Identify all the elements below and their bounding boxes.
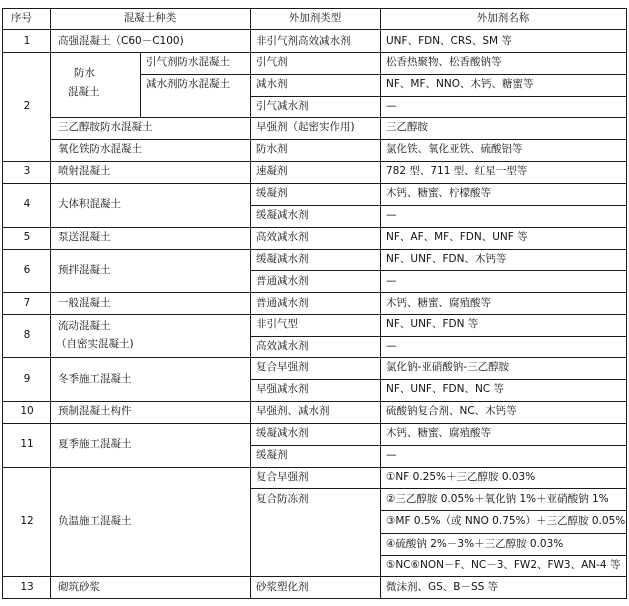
row-line bbox=[250, 488, 627, 489]
row-number: 5 bbox=[23, 231, 31, 243]
concrete-subtype-cell: 减水剂防水混凝土 bbox=[146, 78, 230, 90]
row-number: 3 bbox=[23, 165, 31, 177]
concrete-group-label: 防水 bbox=[74, 67, 95, 79]
row-line bbox=[2, 423, 627, 424]
admixture-type-cell: 高效减水剂 bbox=[256, 231, 309, 243]
concrete-type-cell: 喷射混凝土 bbox=[58, 165, 111, 177]
concrete-type-cell: 夏季施工混凝土 bbox=[58, 438, 132, 450]
admixture-type-cell: 缓凝剂 bbox=[256, 187, 288, 199]
row-line bbox=[50, 117, 627, 118]
admixture-name-cell: NF、AF、MF、FDN、UNF 等 bbox=[386, 231, 528, 243]
concrete-type-cell: 泵送混凝土 bbox=[58, 231, 111, 243]
admixture-name-cell: 木钙、糖蜜、柠檬酸等 bbox=[386, 187, 491, 199]
admixture-name-cell: — bbox=[386, 449, 397, 461]
admixture-name-cell: 782 型、711 型、红星一型等 bbox=[386, 165, 528, 177]
row-line bbox=[250, 205, 627, 206]
row-number: 12 bbox=[20, 515, 34, 527]
admixture-type-cell: 复合防冻剂 bbox=[256, 493, 309, 505]
admixture-name-cell: ④硫酸钠 2%－3%＋三乙醇胺 0.03% bbox=[386, 538, 564, 550]
admixture-type-cell: 引气剂 bbox=[256, 56, 288, 68]
admixture-name-cell: ①NF 0.25%＋三乙醇胺 0.03% bbox=[386, 471, 536, 483]
admixture-name-cell: — bbox=[386, 100, 397, 112]
row-line bbox=[2, 227, 627, 228]
admixture-type-cell: 引气减水剂 bbox=[256, 100, 309, 112]
admixture-name-cell: 木钙、糖蜜、腐殖酸等 bbox=[386, 297, 491, 309]
admixture-type-cell: 速凝剂 bbox=[256, 165, 288, 177]
concrete-group-label: 混凝土 bbox=[68, 86, 100, 98]
row-line bbox=[140, 74, 627, 75]
row-line bbox=[50, 139, 627, 140]
row-number: 4 bbox=[23, 198, 31, 210]
admixture-name-cell: — bbox=[386, 275, 397, 287]
row-line bbox=[2, 183, 627, 184]
admixture-name-cell: NF、UNF、FDN 等 bbox=[386, 318, 479, 330]
admixture-type-cell: 非引气型 bbox=[256, 318, 298, 330]
concrete-type-cell: 一般混凝土 bbox=[58, 297, 111, 309]
row-number: 13 bbox=[20, 581, 34, 593]
concrete-type-cell: 冬季施工混凝土 bbox=[58, 373, 132, 385]
table-bottom-border bbox=[2, 598, 627, 599]
row-number: 10 bbox=[20, 405, 34, 417]
header-admixture-name: 外加剂名称 bbox=[476, 12, 530, 24]
row-line bbox=[2, 314, 627, 315]
row-line bbox=[2, 161, 627, 162]
row-line bbox=[2, 357, 627, 358]
col-line bbox=[50, 8, 51, 599]
concrete-type-cell: 预拌混凝土 bbox=[58, 264, 111, 276]
row-line bbox=[380, 555, 627, 556]
admixture-type-cell: 复合早强剂 bbox=[256, 471, 309, 483]
table-top-border bbox=[2, 8, 627, 9]
concrete-type-cell: 高强混凝土（C60－C100) bbox=[58, 35, 184, 47]
col-line bbox=[140, 52, 141, 117]
concrete-type-cell: 氧化铁防水混凝土 bbox=[58, 143, 142, 155]
row-number: 8 bbox=[23, 329, 31, 341]
admixture-name-cell: ③MF 0.5%（或 NNO 0.75%）＋三乙醇胺 0.05% bbox=[386, 515, 626, 527]
row-number: 6 bbox=[23, 264, 31, 276]
concrete-subtype-cell: 引气剂防水混凝土 bbox=[146, 56, 230, 68]
table-left-border bbox=[2, 8, 3, 599]
admixture-type-cell: 复合早强剂 bbox=[256, 361, 309, 373]
row-line bbox=[2, 467, 627, 468]
admixture-name-cell: — bbox=[386, 209, 397, 221]
admixture-name-cell: 松香热聚物、松香酸钠等 bbox=[386, 56, 502, 68]
admixture-name-cell: 硫酸钠复合剂、NC、木钙等 bbox=[386, 405, 517, 417]
row-line bbox=[250, 270, 627, 271]
admixture-type-cell: 缓凝减水剂 bbox=[256, 427, 309, 439]
table-right-border bbox=[626, 8, 627, 599]
row-number: 11 bbox=[20, 438, 34, 450]
admixture-type-cell: 高效减水剂 bbox=[256, 340, 309, 352]
admixture-type-cell: 减水剂 bbox=[256, 78, 288, 90]
row-number: 1 bbox=[23, 35, 31, 47]
admixture-type-cell: 普通减水剂 bbox=[256, 275, 309, 287]
concrete-type-cell: 砌筑砂浆 bbox=[58, 581, 100, 593]
row-line bbox=[2, 249, 627, 250]
header-admixture-type: 外加剂类型 bbox=[288, 12, 342, 24]
row-line bbox=[380, 510, 627, 511]
admixture-name-cell: 氯化铁、氧化亚铁、硫酸铝等 bbox=[386, 143, 523, 155]
header-no: 序号 bbox=[11, 12, 32, 24]
concrete-type-cell: 负温施工混凝土 bbox=[58, 515, 132, 527]
row-line bbox=[2, 52, 627, 53]
admixture-name-cell: 三乙醇胺 bbox=[386, 121, 428, 133]
admixture-type-cell: 缓凝剂 bbox=[256, 449, 288, 461]
concrete-type-cell: 流动混凝土 bbox=[58, 320, 111, 332]
admixture-name-cell: 氯化钠-亚硝酸钠-三乙醇胺 bbox=[386, 361, 510, 373]
admixture-type-cell: 普通减水剂 bbox=[256, 297, 309, 309]
admixture-type-cell: 砂浆塑化剂 bbox=[256, 581, 309, 593]
admixture-type-cell: 防水剂 bbox=[256, 143, 288, 155]
admixture-type-cell: 缓凝减水剂 bbox=[256, 209, 309, 221]
header-separator bbox=[2, 29, 627, 30]
admixture-name-cell: ⑤NC⑥NON－F、NC－3、FW2、FW3、AN-4 等 bbox=[386, 559, 621, 571]
concrete-type-cell: 三乙醇胺防水混凝土 bbox=[58, 121, 153, 133]
admixture-name-cell: — bbox=[386, 340, 397, 352]
admixture-name-cell: NF、UNF、FDN、NC 等 bbox=[386, 383, 504, 395]
header-concrete-type: 混凝土种类 bbox=[123, 12, 177, 24]
row-line bbox=[2, 292, 627, 293]
admixture-name-cell: NF、MF、NNO、木钙、糖蜜等 bbox=[386, 78, 534, 90]
row-number: 2 bbox=[23, 100, 31, 112]
admixture-name-cell: 微沫剂、GS、B－SS 等 bbox=[386, 581, 499, 593]
row-line bbox=[250, 445, 627, 446]
row-line bbox=[250, 379, 627, 380]
admixture-name-cell: NF、UNF、FDN、木钙等 bbox=[386, 253, 507, 265]
admixture-type-cell: 缓凝减水剂 bbox=[256, 253, 309, 265]
concrete-type-cell: 预制混凝土构件 bbox=[58, 405, 132, 417]
admixture-name-cell: ②三乙醇胺 0.05%＋氧化钠 1%＋亚硝酸钠 1% bbox=[386, 493, 609, 505]
concrete-type-cell: （自密实混凝土) bbox=[56, 338, 134, 350]
admixture-type-cell: 早强减水剂 bbox=[256, 383, 309, 395]
row-line bbox=[380, 533, 627, 534]
admixture-type-cell: 早强剂（起密实作用) bbox=[256, 121, 355, 133]
col-line bbox=[250, 8, 251, 599]
row-number: 7 bbox=[23, 297, 31, 309]
row-line bbox=[250, 336, 627, 337]
admixture-name-cell: UNF、FDN、CRS、SM 等 bbox=[386, 35, 512, 47]
admixture-type-cell: 非引气剂高效减水剂 bbox=[256, 35, 351, 47]
row-line bbox=[2, 401, 627, 402]
admixture-name-cell: 木钙、糖蜜、腐殖酸等 bbox=[386, 427, 491, 439]
concrete-type-cell: 大体积混凝土 bbox=[58, 198, 121, 210]
admixture-type-cell: 早强剂、减水剂 bbox=[256, 405, 330, 417]
row-number: 9 bbox=[23, 373, 31, 385]
col-line bbox=[380, 8, 381, 599]
row-line bbox=[2, 576, 627, 577]
row-line bbox=[250, 96, 627, 97]
